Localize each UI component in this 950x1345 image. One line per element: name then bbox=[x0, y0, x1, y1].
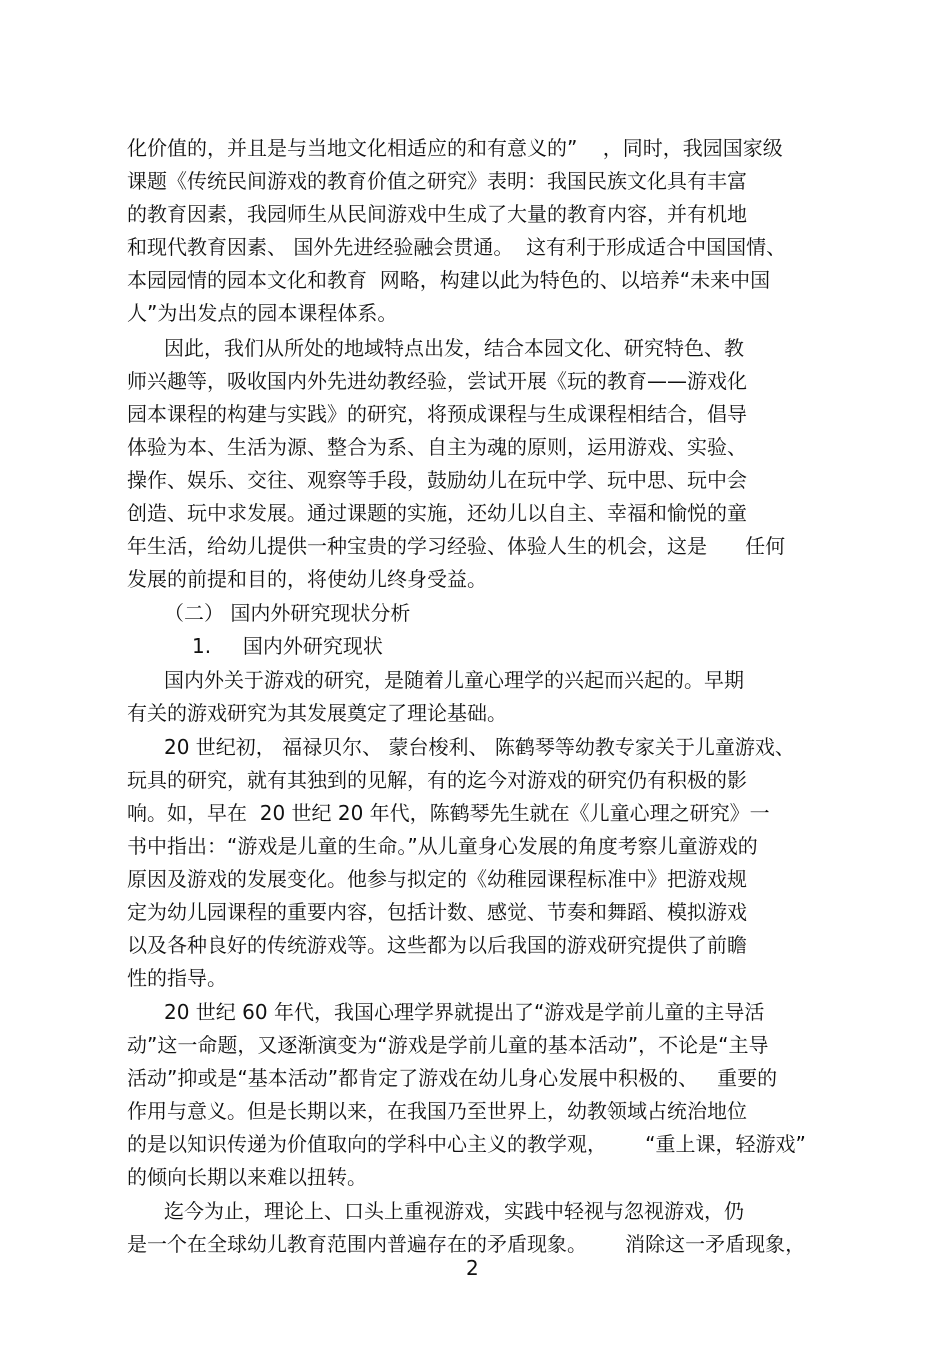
text-line: 20 世纪 60 年代，我国心理学界就提出了“游戏是学前儿童的主导活 bbox=[164, 1000, 765, 1024]
subsection-heading: 1. 国内外研究现状 bbox=[192, 634, 383, 658]
text-line: 的倾向长期以来难以扭转。 bbox=[127, 1165, 367, 1189]
text-line: 创造、玩中求发展。通过课题的实施，还幼儿以自主、幸福和愉悦的童 bbox=[127, 501, 747, 525]
text-line: 书中指出：“游戏是儿童的生命。”从儿童身心发展的角度考察儿童游戏的 bbox=[127, 834, 758, 858]
section-heading: （二） 国内外研究现状分析 bbox=[164, 601, 411, 625]
text-line: 化价值的，并且是与当地文化相适应的和有意义的” ，同时，我园国家级 bbox=[127, 136, 783, 160]
text-line: 迄今为止，理论上、口头上重视游戏，实践中轻视与忽视游戏，仍 bbox=[164, 1199, 744, 1223]
text-line: 的是以知识传递为价值取向的学科中心主义的教学观， “重上课，轻游戏” bbox=[127, 1132, 806, 1156]
text-line: 师兴趣等，吸收国内外先进幼教经验，尝试开展《玩的教育——游戏化 bbox=[127, 369, 747, 393]
text-line: 人”为出发点的园本课程体系。 bbox=[127, 301, 398, 325]
text-line: 年生活，给幼儿提供一种宝贵的学习经验、体验人生的机会，这是 任何 bbox=[127, 534, 786, 558]
text-line: 园本课程的构建与实践》的研究，将预成课程与生成课程相结合，倡导 bbox=[127, 402, 747, 426]
text-line: 以及各种良好的传统游戏等。这些都为以后我国的游戏研究提供了前瞻 bbox=[127, 933, 747, 957]
text-line: 活动”抑或是“基本活动”都肯定了游戏在幼儿身心发展中积极的、 重要的 bbox=[127, 1066, 778, 1090]
text-line: 动”这一命题，又逐渐演变为“游戏是学前儿童的基本活动”，不论是“主导 bbox=[127, 1033, 769, 1057]
text-line: 响。如，早在 20 世纪 20 年代，陈鹤琴先生就在《儿童心理之研究》一 bbox=[127, 801, 770, 825]
text-line: 因此，我们从所处的地域特点出发，结合本园文化、研究特色、教 bbox=[164, 336, 744, 360]
text-line: 的教育因素，我园师生从民间游戏中生成了大量的教育内容，并有机地 bbox=[127, 202, 747, 226]
text-line: 有关的游戏研究为其发展奠定了理论基础。 bbox=[127, 701, 507, 725]
text-line: 性的指导。 bbox=[127, 966, 227, 990]
text-line: 体验为本、生活为源、整合为系、自主为魂的原则，运用游戏、实验、 bbox=[127, 435, 747, 459]
text-line: 国内外关于游戏的研究，是随着儿童心理学的兴起而兴起的。早期 bbox=[164, 668, 744, 692]
text-line: 玩具的研究，就有其独到的见解，有的迄今对游戏的研究仍有积极的影 bbox=[127, 768, 747, 792]
page-number: 2 bbox=[466, 1256, 479, 1280]
text-line: 发展的前提和目的，将使幼儿终身受益。 bbox=[127, 567, 487, 591]
text-line: 原因及游戏的发展变化。他参与拟定的《幼稚园课程标准中》把游戏规 bbox=[127, 867, 747, 891]
text-line: 20 世纪初， 福禄贝尔、 蒙台梭利、 陈鹤琴等幼教专家关于儿童游戏、 bbox=[164, 735, 795, 759]
text-line: 定为幼儿园课程的重要内容，包括计数、感觉、节奏和舞蹈、模拟游戏 bbox=[127, 900, 747, 924]
text-line: 本园园情的园本文化和教育 网略，构建以此为特色的、以培养“未来中国 bbox=[127, 268, 771, 292]
text-line: 作用与意义。但是长期以来，在我国乃至世界上，幼教领域占统治地位 bbox=[127, 1099, 747, 1123]
text-line: 课题《传统民间游戏的教育价值之研究》表明：我国民族文化具有丰富 bbox=[127, 169, 747, 193]
text-line: 和现代教育因素、 国外先进经验融会贯通。 这有利于形成适合中国国情、 bbox=[127, 235, 787, 259]
text-line: 是一个在全球幼儿教育范围内普遍存在的矛盾现象。 消除这一矛盾现象， bbox=[127, 1232, 806, 1256]
text-line: 操作、娱乐、交往、观察等手段，鼓励幼儿在玩中学、玩中思、玩中会 bbox=[127, 468, 747, 492]
